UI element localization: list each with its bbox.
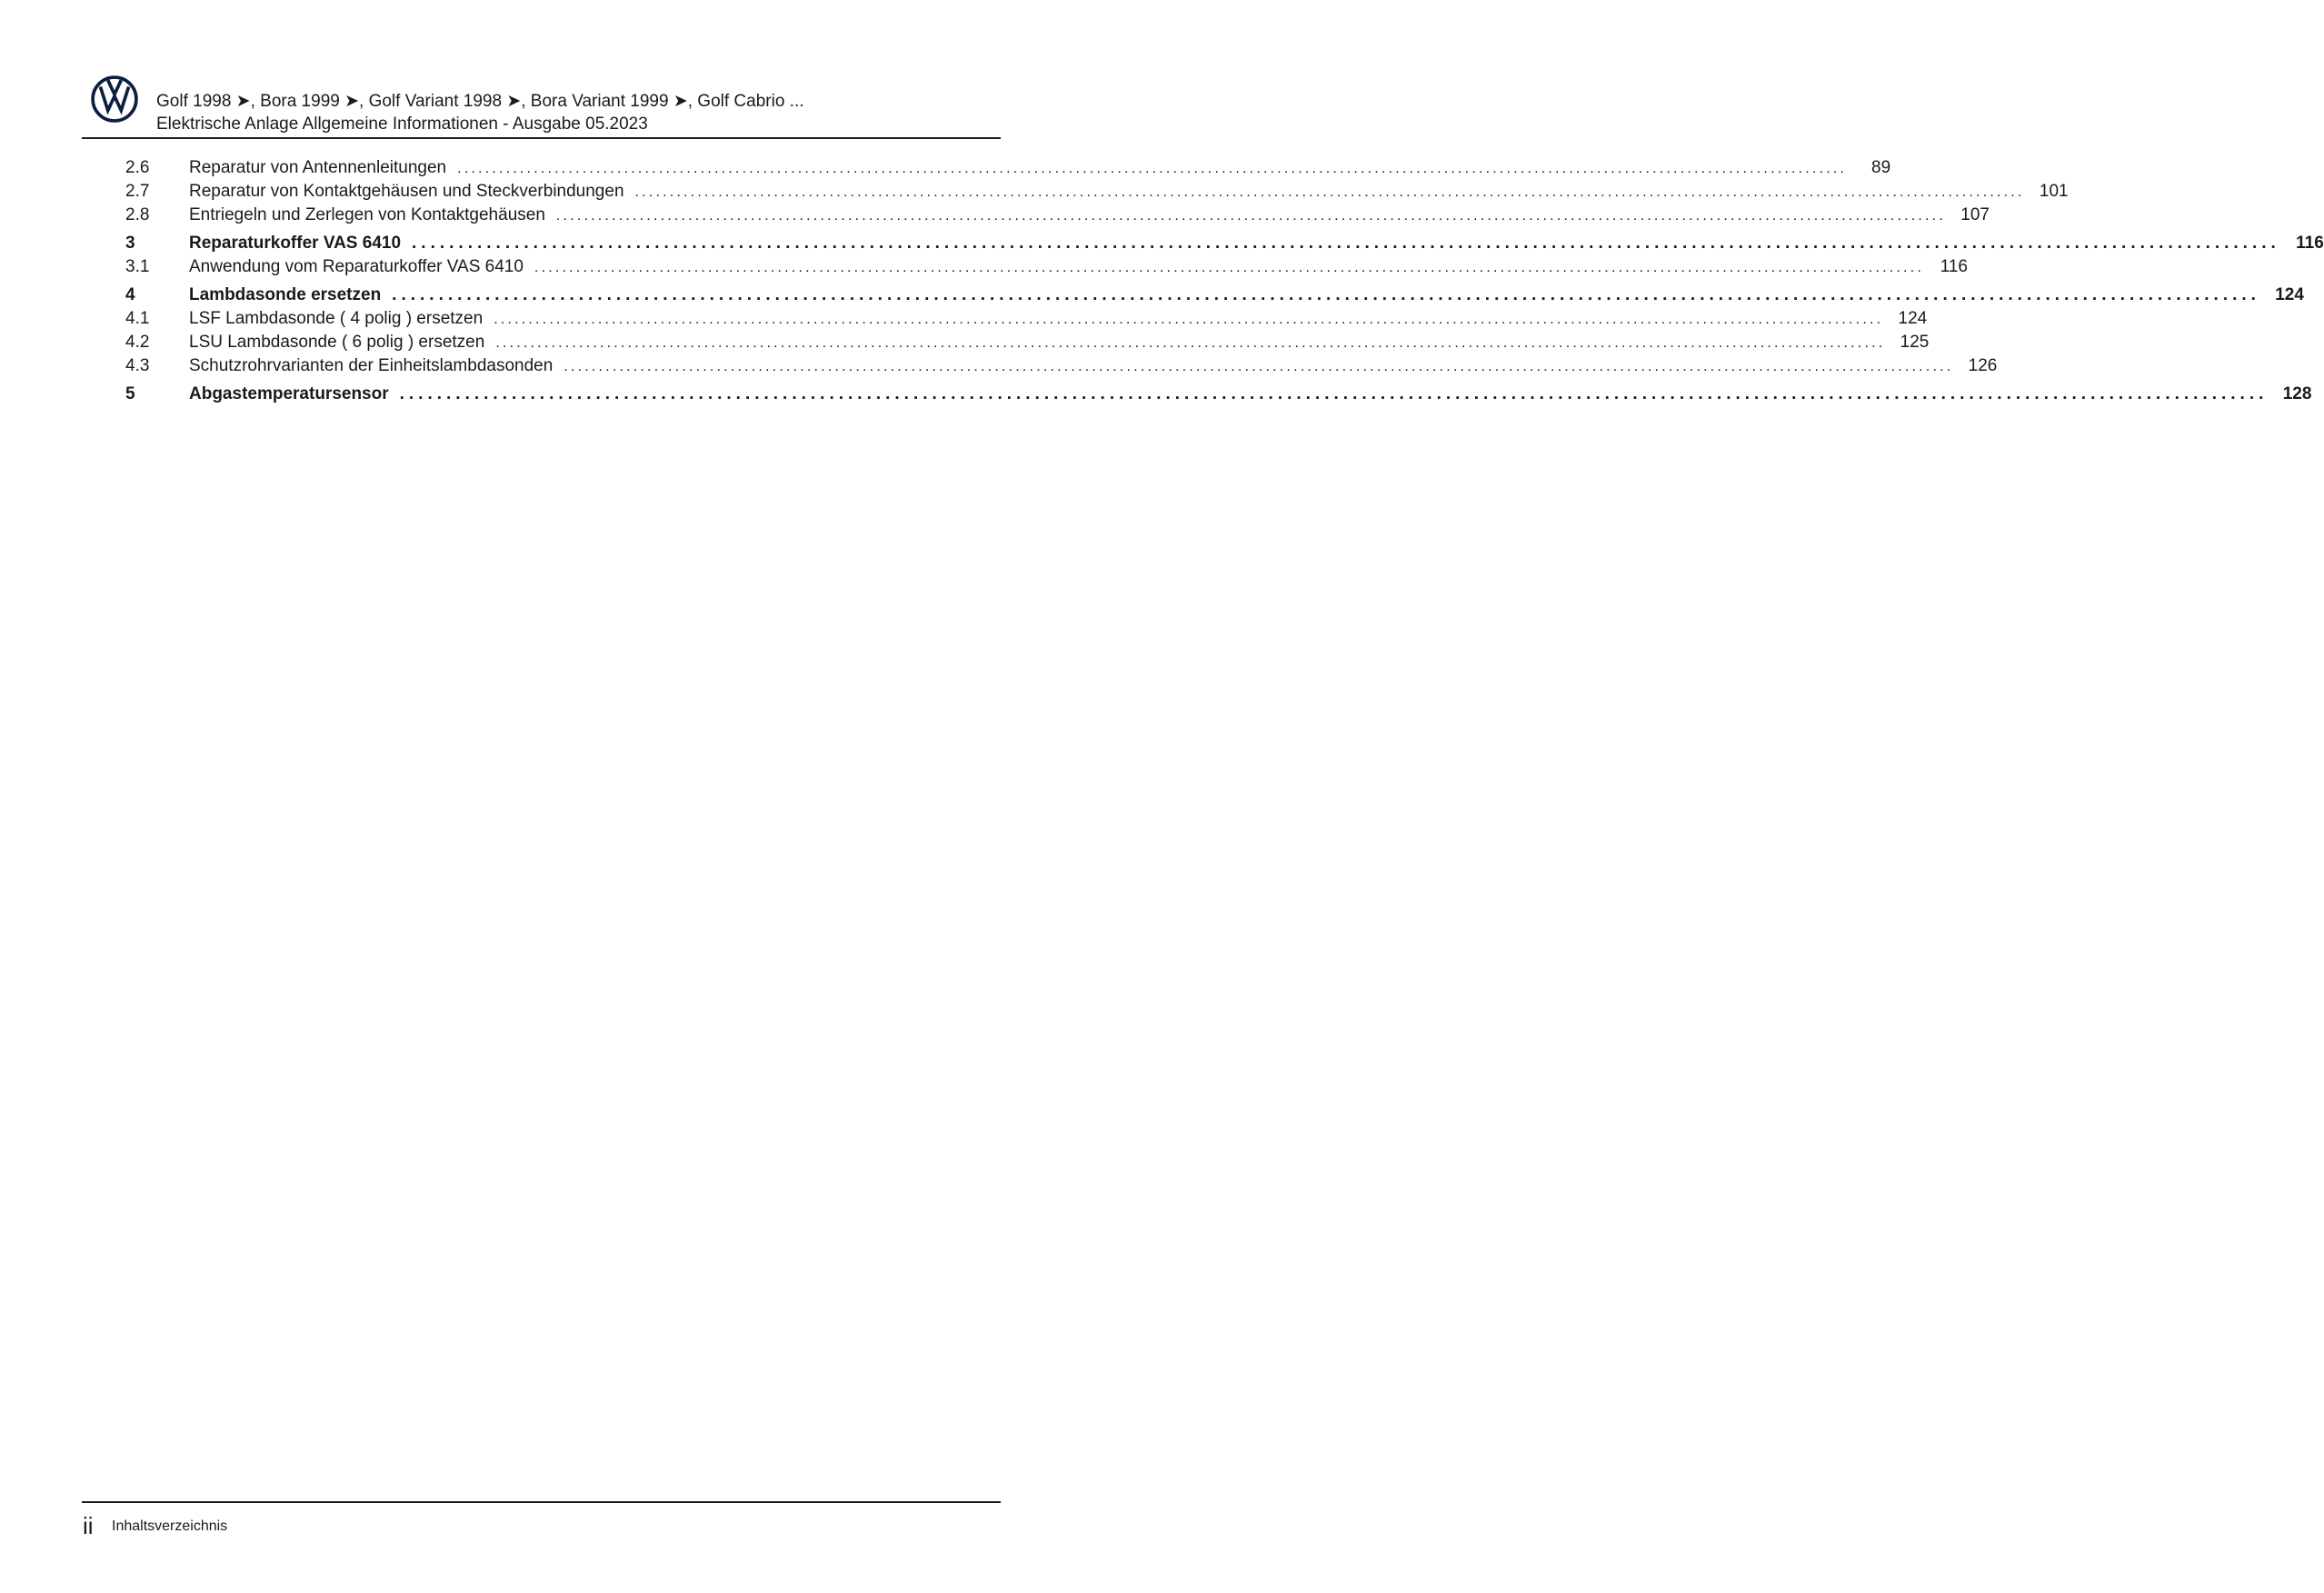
- toc-section-entry[interactable]: [125, 180, 2069, 204]
- toc-section-entry[interactable]: [125, 204, 1990, 227]
- toc-entry-title: Entriegeln und Zerlegen von Kontaktgehäusen: [189, 205, 545, 224]
- toc-dot-leader: ........................................................................................................................................................................................................: [534, 260, 1924, 275]
- toc-entry-page: 101: [2039, 182, 2069, 201]
- toc-entry-title: Reparatur von Kontaktgehäusen und Steckverbindungen: [189, 182, 624, 201]
- toc-dot-leader: ........................................................................................................................................................................................................: [399, 384, 2269, 403]
- toc-section-entry[interactable]: [125, 255, 1968, 279]
- toc-dot-leader: ........................................................................................................................................................................................................: [555, 208, 1946, 224]
- toc-chapter-entry[interactable]: [125, 383, 2312, 406]
- toc-entry-page: 124: [2275, 285, 2304, 304]
- toc-entry-title: Reparatur von Antennenleitungen: [189, 158, 447, 177]
- toc-entry-number: 2.7: [125, 182, 150, 201]
- table-of-contents: [125, 156, 2324, 406]
- footer-divider: [82, 1501, 1001, 1503]
- toc-section-entry[interactable]: [125, 156, 1891, 180]
- page-header: [156, 90, 804, 135]
- toc-entry-page: 126: [1968, 356, 1998, 375]
- toc-entry-number: 3.1: [125, 257, 150, 276]
- toc-entry-page: 89: [1871, 158, 1891, 177]
- toc-section-entry[interactable]: [125, 331, 1930, 354]
- toc-chapter-entry[interactable]: [125, 284, 2304, 307]
- toc-entry-number: 4.1: [125, 309, 150, 328]
- footer-page-number: ii: [83, 1512, 94, 1539]
- toc-entry-number: 2.8: [125, 205, 150, 224]
- toc-entry-page: 107: [1960, 205, 1990, 224]
- toc-entry-number: 2.6: [125, 158, 150, 177]
- toc-entry-page: 125: [1900, 333, 1930, 352]
- footer-section-label: Inhaltsverzeichnis: [112, 1518, 228, 1534]
- toc-entry-page: 116: [1940, 257, 1968, 276]
- toc-entry-number: 4.3: [125, 356, 150, 375]
- toc-entry-title: Lambdasonde ersetzen: [189, 285, 382, 304]
- toc-entry-number: 4.2: [125, 333, 150, 352]
- toc-section-entry[interactable]: [125, 354, 1998, 378]
- toc-dot-leader: ........................................................................................................................................................................................................: [495, 335, 1886, 351]
- toc-entry-number: 5: [125, 384, 135, 403]
- toc-entry-number: 4: [125, 285, 135, 304]
- toc-entry-title: LSU Lambdasonde ( 6 polig ) ersetzen: [189, 333, 485, 352]
- header-divider: [82, 137, 1001, 139]
- toc-dot-leader: ........................................................................................................................................................................................................: [494, 312, 1884, 327]
- toc-entry-title: Abgastemperatursensor: [189, 384, 389, 403]
- toc-dot-leader: ........................................................................................................................................................................................................: [457, 161, 1848, 176]
- toc-chapter-entry[interactable]: [125, 232, 2324, 255]
- toc-dot-leader: ........................................................................................................................................................................................................: [634, 184, 2025, 200]
- toc-entry-page: 124: [1898, 309, 1928, 328]
- vw-logo-icon: [91, 75, 138, 123]
- toc-entry-title: Schutzrohrvarianten der Einheitslambdasonden: [189, 356, 554, 375]
- toc-dot-leader: ........................................................................................................................................................................................................: [412, 234, 2280, 253]
- toc-dot-leader: ........................................................................................................................................................................................................: [564, 359, 1954, 374]
- toc-dot-leader: ........................................................................................................................................................................................................: [392, 285, 2260, 304]
- toc-entry-title: LSF Lambdasonde ( 4 polig ) ersetzen: [189, 309, 484, 328]
- toc-section-entry[interactable]: [125, 307, 1928, 331]
- toc-entry-page: 116: [2296, 234, 2324, 253]
- toc-entry-title: Anwendung vom Reparaturkoffer VAS 6410: [189, 257, 524, 276]
- header-manual-title: Elektrische Anlage Allgemeine Informationen - Ausgabe 05.2023: [156, 114, 648, 134]
- toc-entry-title: Reparaturkoffer VAS 6410: [189, 234, 402, 253]
- toc-entry-page: 128: [2282, 384, 2312, 403]
- toc-entry-number: 3: [125, 234, 135, 253]
- header-vehicle-models: Golf 1998 ➤, Bora 1999 ➤, Golf Variant 1998 ➤, Bora Variant 1999 ➤, Golf Cabrio ...: [156, 92, 804, 111]
